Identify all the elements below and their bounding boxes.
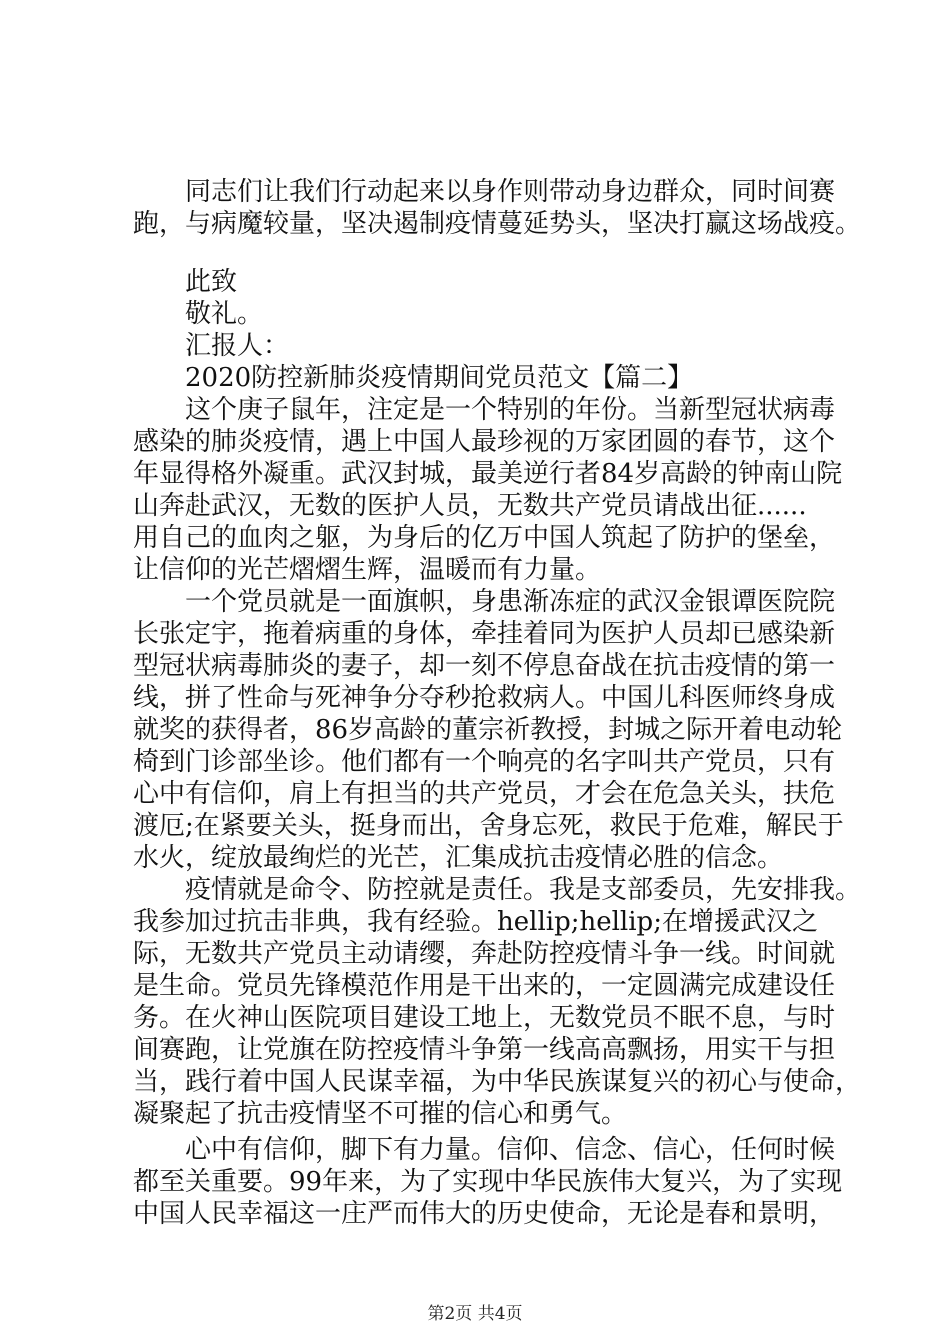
text-line: 山奔赴武汉，无数的医护人员，无数共产党员请战出征......: [133, 491, 807, 521]
text-line: 都至关重要。99年来，为了实现中华民族伟大复兴，为了实现: [133, 1167, 843, 1197]
closing-respect: 敬礼。: [185, 299, 264, 329]
text-line: 疫情就是命令、防控就是责任。我是支部委员，先安排我。: [185, 875, 862, 905]
text-line: 渡厄;在紧要关头，挺身而出，舍身忘死，救民于危难，解民于: [133, 811, 844, 841]
text-line: 椅到门诊部坐诊。他们都有一个响亮的名字叫共产党员，只有: [133, 747, 836, 777]
text-line: 是生命。党员先锋模范作用是干出来的，一定圆满完成建设任: [133, 971, 836, 1001]
section-title: 2020防控新肺炎疫情期间党员范文【篇二】: [185, 363, 694, 393]
text-line: 这个庚子鼠年，注定是一个特别的年份。当新型冠状病毒: [185, 395, 836, 425]
text-line: 感染的肺炎疫情，遇上中国人最珍视的万家团圆的春节，这个: [133, 427, 836, 457]
closing-salutation: 此致: [185, 267, 238, 297]
document-body: [133, 176, 862, 1230]
closing-block: [133, 266, 845, 362]
paragraph-3: [133, 586, 845, 874]
text-line: 型冠状病毒肺炎的妻子，却一刻不停息奋战在抗击疫情的第一: [133, 651, 836, 681]
paragraph-2: [133, 394, 845, 586]
text-line: 心中有信仰，肩上有担当的共产党员，才会在危急关头，扶危: [133, 779, 836, 809]
text-line: 长张定宇，拖着病重的身体，牵挂着同为医护人员却已感染新: [133, 619, 836, 649]
text-line: 水火，绽放最绚烂的光芒，汇集成抗击疫情必胜的信念。: [133, 843, 784, 873]
text-line: 际，无数共产党员主动请缨，奔赴防控疫情斗争一线。时间就: [133, 939, 836, 969]
text-line: 凝聚起了抗击疫情坚不可摧的信心和勇气。: [133, 1099, 628, 1129]
text-line: 我参加过抗击非典，我有经验。hellip;hellip;在增援武汉之: [133, 907, 818, 937]
text-line: 跑，与病魔较量，坚决遏制疫情蔓延势头，坚决打赢这场战疫。: [133, 209, 862, 239]
text-line: 心中有信仰，脚下有力量。信仰、信念、信心，任何时候: [185, 1135, 836, 1165]
paragraph-4: [133, 874, 862, 1130]
closing-reporter: 汇报人：: [185, 331, 290, 361]
text-line: 同志们让我们行动起来以身作则带动身边群众，同时间赛: [185, 177, 836, 207]
text-line: 让信仰的光芒熠熠生辉，温暖而有力量。: [133, 555, 602, 585]
text-line: 中国人民幸福这一庄严而伟大的历史使命，无论是春和景明，: [133, 1199, 836, 1229]
text-line: 一个党员就是一面旗帜，身患渐冻症的武汉金银谭医院院: [185, 587, 836, 617]
text-line: 当，践行着中国人民谋幸福，为中华民族谋复兴的初心与使命，: [133, 1067, 862, 1097]
text-line: 务。在火神山医院项目建设工地上，无数党员不眠不息，与时: [133, 1003, 836, 1033]
paragraph-spacer: [133, 240, 845, 266]
paragraph-5: [133, 1134, 845, 1230]
text-line: 间赛跑，让党旗在防控疫情斗争第一线高高飘扬，用实干与担: [133, 1035, 836, 1065]
page-number-footer: 第2页 共4页: [427, 1304, 523, 1324]
text-line: 就奖的获得者，86岁高龄的董宗祈教授，封城之际开着电动轮: [133, 715, 843, 745]
text-line: 用自己的血肉之躯，为身后的亿万中国人筑起了防护的堡垒，: [133, 523, 836, 553]
text-line: 年显得格外凝重。武汉封城，最美逆行者84岁高龄的钟南山院: [133, 459, 843, 489]
text-line: 线，拼了性命与死神争分夺秒抢救病人。中国儿科医师终身成: [133, 683, 836, 713]
paragraph-1: [133, 176, 862, 240]
